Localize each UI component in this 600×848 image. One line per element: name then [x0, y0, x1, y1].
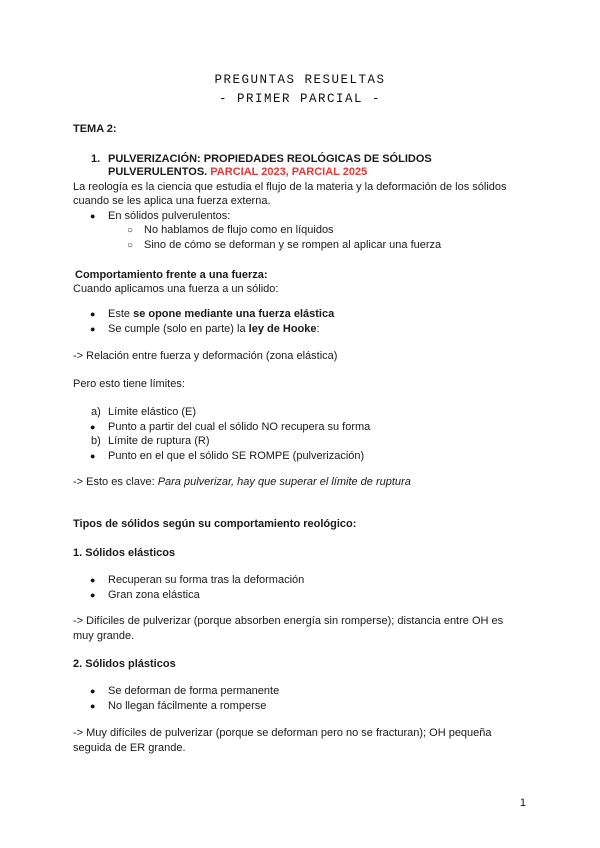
clave-note	[73, 475, 411, 490]
elasticos-bullet-2: Gran zona elástica	[108, 589, 200, 601]
bullet-dot: ●	[90, 575, 96, 585]
bullet-dot: ●	[90, 686, 96, 696]
parcial-tag: PARCIAL 2023, PARCIAL 2025	[210, 166, 368, 178]
list-item-a: Límite elástico (E)	[108, 406, 197, 418]
section-1-heading-line-2	[108, 165, 367, 180]
bullet-hooke-bold: ley de Hooke	[248, 323, 317, 335]
plasticos-bullet-2: No llegan fácilmente a romperse	[108, 700, 267, 712]
sub-bullet-circle: ○	[127, 240, 134, 251]
plasticos-bullet-1: Se deforman de forma permanente	[108, 685, 280, 697]
clave-italic: Para pulverizar, hay que superar el límite de ruptura	[157, 476, 411, 488]
section-1-heading-line-2-text: PULVERULENTOS.	[108, 166, 208, 178]
title-line-1: PREGUNTAS RESUELTAS	[214, 73, 386, 87]
intro-line-1: La reología es la ciencia que estudia el flujo de la materia y la deformación de los sólidos	[73, 181, 507, 193]
comportamiento-intro: Cuando aplicamos una fuerza a un sólido:	[73, 283, 279, 295]
list-marker-a: a)	[91, 406, 101, 418]
bullet-dot: ●	[90, 309, 96, 319]
page-number: 1	[519, 797, 526, 809]
bullet-dot: ●	[90, 701, 96, 711]
limites-intro: Pero esto tiene límites:	[73, 378, 185, 390]
bullet-solidos: En sólidos pulverulentos:	[108, 210, 231, 222]
bullet-dot: ●	[90, 211, 96, 221]
list-item-a-detail: Punto a partir del cual el sólido NO recupera su forma	[108, 421, 371, 433]
bullet-hooke-pre: Se cumple (solo en parte) la	[108, 323, 249, 335]
elasticos-note-line-1: -> Difíciles de pulverizar (porque absorben energía sin romperse); distancia entre OH es	[73, 615, 504, 627]
bullet-dot: ●	[90, 324, 96, 334]
bullet-dot: ●	[90, 451, 96, 461]
sub-bullet-1: No hablamos de flujo como en líquidos	[144, 224, 334, 236]
bullet-dot: ●	[90, 422, 96, 432]
section-1-number: 1.	[91, 153, 101, 165]
intro-line-2: cuando se les aplica una fuerza externa.	[73, 195, 271, 207]
list-item-b: Límite de ruptura (R)	[108, 435, 210, 447]
plasticos-note-line-1: -> Muy difíciles de pulverizar (porque se deforman pero no se fracturan); OH pequeña	[73, 727, 492, 739]
bullet-hooke-post: :	[316, 323, 320, 335]
bullet-fuerza-elastica	[108, 307, 334, 322]
plasticos-heading: 2. Sólidos plásticos	[73, 658, 176, 670]
clave-pre: -> Esto es clave:	[73, 476, 158, 488]
comportamiento-heading: Comportamiento frente a una fuerza:	[75, 269, 268, 281]
bullet-dot: ●	[90, 590, 96, 600]
list-item-b-detail: Punto en el que el sólido SE ROMPE (pulverización)	[108, 450, 365, 462]
bullet-hooke	[108, 322, 320, 337]
tema-label: TEMA 2:	[73, 123, 117, 135]
elasticos-heading: 1. Sólidos elásticos	[73, 547, 176, 559]
sub-bullet-circle: ○	[127, 225, 134, 236]
title-line-2: - PRIMER PARCIAL -	[218, 92, 382, 106]
bullet-fuerza-bold: se opone mediante una fuerza elástica	[133, 308, 335, 320]
relacion-note: -> Relación entre fuerza y deformación (zona elástica)	[73, 350, 338, 362]
plasticos-note-line-2: seguida de ER grande.	[73, 742, 186, 754]
sub-bullet-2: Sino de cómo se deforman y se rompen al aplicar una fuerza	[144, 239, 442, 251]
section-1-heading-line-1: PULVERIZACIÓN: PROPIEDADES REOLÓGICAS DE SÓLIDOS	[108, 153, 432, 165]
bullet-fuerza-pre: Este	[108, 308, 134, 320]
elasticos-bullet-1: Recuperan su forma tras la deformación	[108, 574, 305, 586]
tipos-heading: Tipos de sólidos según su comportamiento reológico:	[73, 518, 357, 530]
list-marker-b: b)	[91, 435, 101, 447]
elasticos-note-line-2: muy grande.	[73, 630, 135, 642]
